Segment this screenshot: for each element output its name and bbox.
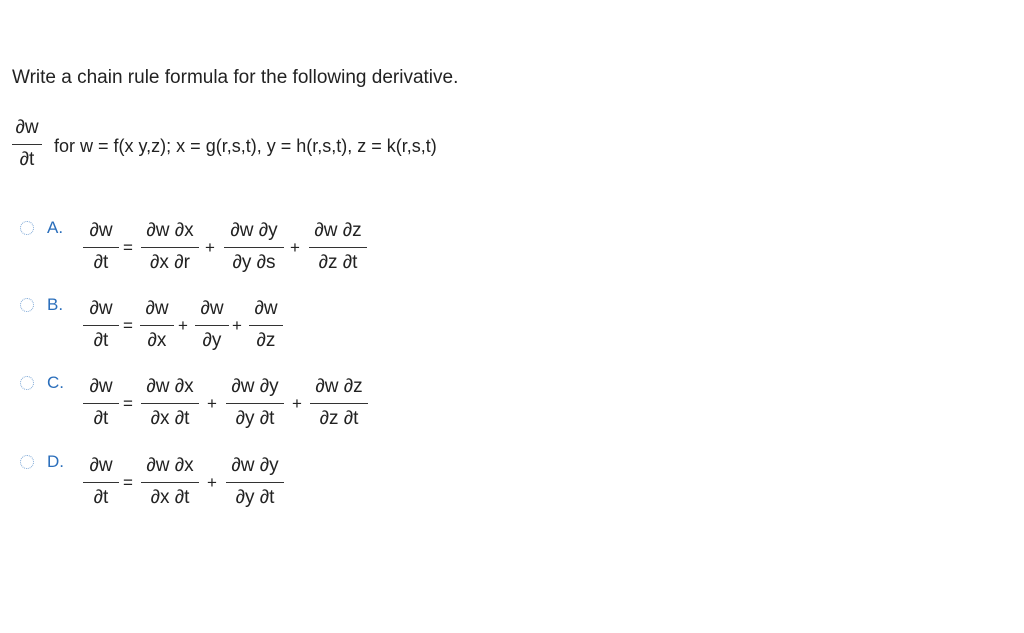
- equals-sign: =: [123, 238, 133, 257]
- lhs-denominator: ∂t: [93, 408, 109, 429]
- lhs-denominator: ∂t: [93, 330, 109, 351]
- fraction-bar: [140, 325, 174, 326]
- term-numerator: ∂w ∂x: [146, 376, 194, 397]
- lhs-numerator: ∂w: [89, 455, 113, 476]
- option-a-letter: A.: [47, 218, 64, 237]
- fraction-bar: [83, 325, 119, 326]
- equals-sign: =: [123, 473, 133, 492]
- term-numerator: ∂w ∂y: [230, 220, 278, 241]
- plus-sign: +: [232, 316, 242, 335]
- fraction-bar: [83, 403, 119, 404]
- term-denominator: ∂z: [256, 330, 276, 351]
- term-denominator: ∂z ∂t: [318, 252, 358, 273]
- term-numerator: ∂w ∂z: [315, 376, 363, 397]
- plus-sign: +: [292, 394, 302, 413]
- fraction-bar: [141, 403, 199, 404]
- plus-sign: +: [207, 394, 217, 413]
- option-b-letter: B.: [47, 295, 64, 314]
- term-numerator: ∂w ∂x: [146, 455, 194, 476]
- fraction-bar: [226, 403, 284, 404]
- term-denominator: ∂x ∂t: [150, 408, 190, 429]
- fraction-bar: [224, 247, 284, 248]
- term-numerator: ∂w: [254, 298, 278, 319]
- term-numerator: ∂w: [145, 298, 169, 319]
- term-numerator: ∂w: [200, 298, 224, 319]
- fraction-bar: [141, 482, 199, 483]
- term-numerator: ∂w ∂x: [146, 220, 194, 241]
- given-denominator: ∂t: [19, 149, 35, 170]
- fraction-bar: [310, 403, 368, 404]
- term-denominator: ∂x ∂r: [150, 252, 190, 273]
- term-denominator: ∂x ∂t: [150, 487, 190, 508]
- fraction-bar: [195, 325, 229, 326]
- term-numerator: ∂w ∂y: [231, 376, 279, 397]
- fraction-bar: [309, 247, 367, 248]
- given-definition: for w = f(x y,z); x = g(r,s,t), y = h(r,s,t), z = k(r,s,t): [54, 136, 437, 156]
- plus-sign: +: [178, 316, 188, 335]
- fraction-bar: [83, 482, 119, 483]
- plus-sign: +: [207, 473, 217, 492]
- term-denominator: ∂y ∂s: [232, 252, 276, 273]
- lhs-numerator: ∂w: [89, 376, 113, 397]
- term-denominator: ∂x: [147, 330, 167, 351]
- fraction-bar: [141, 247, 199, 248]
- term-numerator: ∂w ∂y: [231, 455, 279, 476]
- lhs-numerator: ∂w: [89, 220, 113, 241]
- lhs-denominator: ∂t: [93, 487, 109, 508]
- term-denominator: ∂y ∂t: [235, 487, 275, 508]
- given-numerator: ∂w: [15, 117, 39, 138]
- term-denominator: ∂y ∂t: [235, 408, 275, 429]
- radio-option-a[interactable]: [20, 221, 34, 235]
- option-c-letter: C.: [47, 373, 64, 392]
- radio-option-d[interactable]: [20, 455, 34, 469]
- question-text: Write a chain rule formula for the following derivative.: [12, 67, 459, 88]
- fraction-bar: [249, 325, 283, 326]
- term-denominator: ∂z ∂t: [319, 408, 359, 429]
- fraction-bar: [12, 144, 42, 145]
- lhs-numerator: ∂w: [89, 298, 113, 319]
- option-d-letter: D.: [47, 452, 64, 471]
- plus-sign: +: [205, 238, 215, 257]
- term-denominator: ∂y: [202, 330, 222, 351]
- fraction-bar: [83, 247, 119, 248]
- radio-option-b[interactable]: [20, 298, 34, 312]
- equals-sign: =: [123, 394, 133, 413]
- fraction-bar: [226, 482, 284, 483]
- plus-sign: +: [290, 238, 300, 257]
- radio-option-c[interactable]: [20, 376, 34, 390]
- lhs-denominator: ∂t: [93, 252, 109, 273]
- term-numerator: ∂w ∂z: [314, 220, 362, 241]
- equals-sign: =: [123, 316, 133, 335]
